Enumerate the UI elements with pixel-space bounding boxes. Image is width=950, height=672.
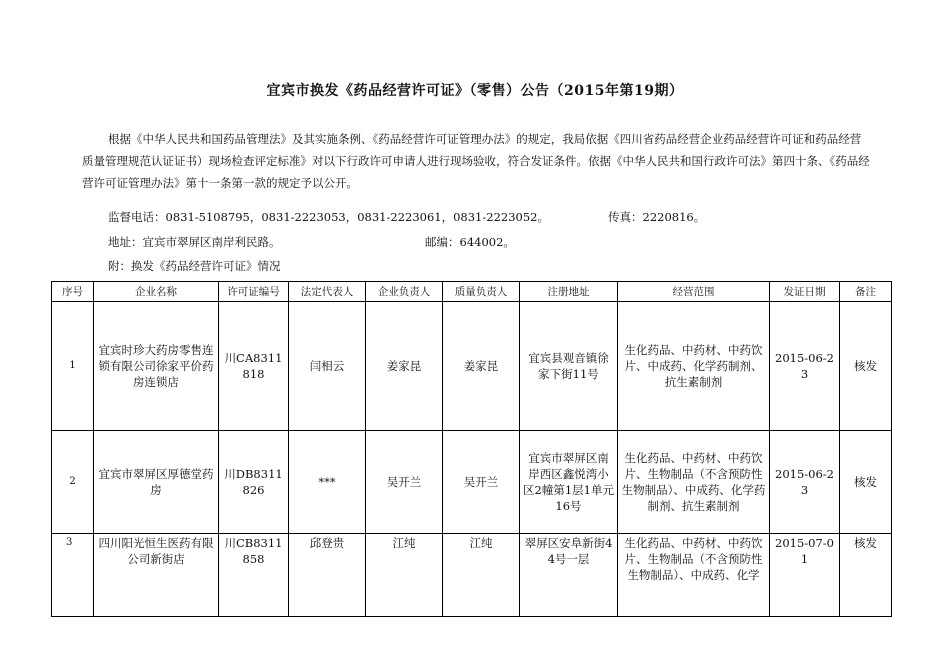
cell-quality: 江纯 — [443, 534, 520, 617]
supervision-phone: 监督电话：0831-5108795，0831-2223053，0831-2223061，0831-2223052。 — [108, 210, 549, 224]
cell-legal-rep: *** — [289, 431, 366, 534]
cell-note: 核发 — [840, 534, 892, 617]
cell-address: 翠屏区安阜新街44号一层 — [520, 534, 618, 617]
cell-manager: 姜家昆 — [366, 302, 443, 431]
header-license: 许可证编号 — [219, 282, 289, 302]
cell-name: 宜宾市翠屏区厚德堂药房 — [94, 431, 219, 534]
cell-license: 川DB8311826 — [219, 431, 289, 534]
cell-date: 2015-07-01 — [770, 534, 840, 617]
cell-date: 2015-06-23 — [770, 431, 840, 534]
document-title: 宜宾市换发《药品经营许可证》（零售）公告（2015年第19期） — [266, 83, 684, 99]
office-address: 地址：宜宾市翠屏区南岸利民路。 — [108, 235, 281, 249]
header-seq: 序号 — [52, 282, 94, 302]
header-quality: 质量负责人 — [443, 282, 520, 302]
cell-scope: 生化药品、中药材、中药饮片、中成药、化学药制剂、抗生素制剂 — [618, 302, 770, 431]
cell-scope: 生化药品、中药材、中药饮片、生物制品（不含预防性生物制品）、中成药、化学 — [618, 534, 770, 617]
cell-license: 川CB8311858 — [219, 534, 289, 617]
postcode: 邮编：644002。 — [425, 235, 515, 249]
table-header-row — [52, 282, 892, 302]
license-table — [51, 281, 892, 617]
cell-address: 宜宾县观音镇徐家下街11号 — [520, 302, 618, 431]
intro-paragraph — [82, 128, 872, 194]
header-date: 发证日期 — [770, 282, 840, 302]
cell-name: 宜宾时珍大药房零售连锁有限公司徐家平价药房连锁店 — [94, 302, 219, 431]
intro-text: 根据《中华人民共和国药品管理法》及其实施条例、《药品经营许可证管理办法》的规定，我局依据《四川省药品经营企业药品经营许可证和药品经营质量管理规范认证证书）现场检查评定标准》对以下行政许可申请人进行现场验收，符合发证条件。依据《中华人民共和国行政许可法》第四十条、《药品经营许可证管理办法》第十一条第一款的规定予以公开。 — [82, 132, 870, 190]
cell-address: 宜宾市翠屏区南岸西区鑫悦湾小区2幢第1层1单元16号 — [520, 431, 618, 534]
fax-number: 传真：2220816。 — [608, 210, 706, 224]
cell-legal-rep: 闫相云 — [289, 302, 366, 431]
header-name: 企业名称 — [94, 282, 219, 302]
cell-note: 核发 — [840, 302, 892, 431]
cell-date: 2015-06-23 — [770, 302, 840, 431]
header-scope: 经营范围 — [618, 282, 770, 302]
header-note: 备注 — [840, 282, 892, 302]
cell-seq: 3 — [52, 534, 94, 617]
cell-note: 核发 — [840, 431, 892, 534]
cell-legal-rep: 邱登贵 — [289, 534, 366, 617]
cell-seq: 1 — [52, 302, 94, 431]
header-address: 注册地址 — [520, 282, 618, 302]
cell-scope: 生化药品、中药材、中药饮片、生物制品（不含预防性生物制品）、中成药、化学药制剂、抗生素制剂 — [618, 431, 770, 534]
cell-quality: 姜家昆 — [443, 302, 520, 431]
table-row — [52, 534, 892, 617]
header-manager: 企业负责人 — [366, 282, 443, 302]
header-legal-rep: 法定代表人 — [289, 282, 366, 302]
cell-license: 川CA8311818 — [219, 302, 289, 431]
cell-name: 四川阳光恒生医药有限公司新街店 — [94, 534, 219, 617]
cell-seq: 2 — [52, 431, 94, 534]
cell-manager: 江纯 — [366, 534, 443, 617]
cell-quality: 吴开兰 — [443, 431, 520, 534]
table-row — [52, 302, 892, 431]
cell-manager: 吴开兰 — [366, 431, 443, 534]
table-row — [52, 431, 892, 534]
attachment-note: 附：换发《药品经营许可证》情况 — [108, 259, 281, 273]
